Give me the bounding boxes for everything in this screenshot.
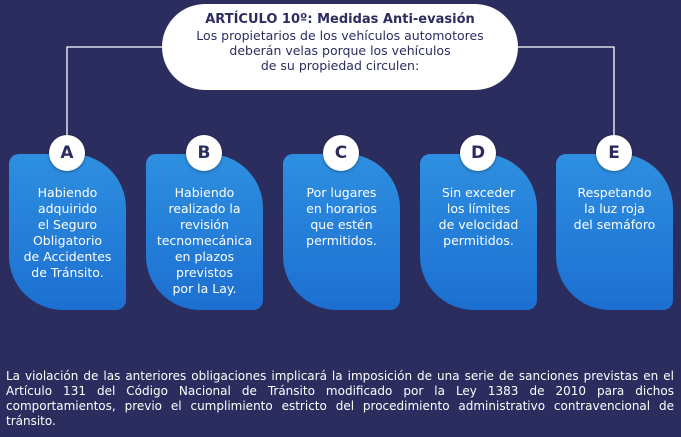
card-d-text: Sin exceder los límites de velocidad permitidos. xyxy=(438,185,519,248)
card-e xyxy=(556,154,673,310)
connector-left xyxy=(67,47,162,136)
badge-c: C xyxy=(323,135,359,171)
card-b xyxy=(146,154,263,310)
article-title: ARTÍCULO 10º: Medidas Anti-evasión xyxy=(205,12,475,27)
article-subtitle-line-3: de su propiedad circulen: xyxy=(260,58,420,73)
card-c xyxy=(283,154,400,310)
title-box xyxy=(162,4,518,90)
badge-b: B xyxy=(186,135,222,171)
card-c-text: Por lugares en horarios que estén permitidos. xyxy=(306,185,377,248)
card-a xyxy=(9,154,126,310)
article-subtitle-line-2: deberán velas porque los vehículos xyxy=(229,43,451,58)
badge-e: E xyxy=(596,135,632,171)
connector-right xyxy=(518,47,614,136)
card-d xyxy=(420,154,537,310)
card-a-text: Habiendo adquirido el Seguro Obligatorio de Accidentes de Tránsito. xyxy=(23,185,112,280)
card-e-text: Respetando la luz roja del semáforo xyxy=(573,185,656,232)
article-subtitle-line-1: Los propietarios de los vehículos automotores xyxy=(196,28,484,43)
footer-note: La violación de las anteriores obligaciones implicará la imposición de una serie de sanciones previstas en el Artículo 131 del Código Nacional de Tránsito modificado por la Ley 1383 de 2010 para dichos comportamientos, previo el cumplimiento estricto del procedimiento administrativo contravencional de tránsito. xyxy=(6,369,674,428)
card-b-text: Habiendo realizado la revisión tecnomecánica en plazos previstos por la Lay. xyxy=(156,185,253,296)
badge-d: D xyxy=(460,135,496,171)
badge-a: A xyxy=(49,135,85,171)
